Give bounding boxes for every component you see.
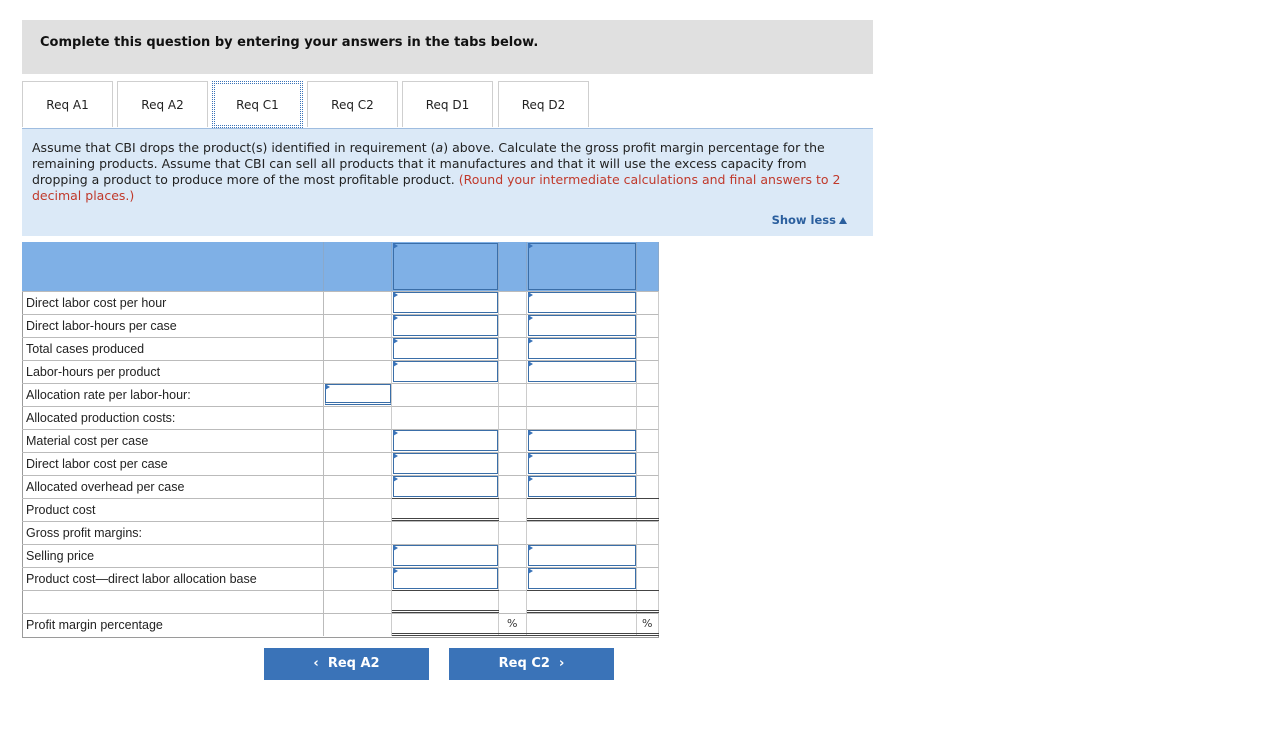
table-cell	[324, 291, 392, 314]
table-cell	[324, 360, 392, 383]
table-cell	[637, 337, 659, 360]
table-cell	[324, 567, 392, 590]
prev-button-label: Req A2	[327, 656, 380, 671]
input-marker-icon	[393, 315, 398, 321]
question-header	[22, 20, 873, 74]
chevron-left-icon: ‹	[313, 656, 319, 671]
tab-req-a1[interactable]: Req A1	[22, 81, 113, 127]
table-row-label: Gross profit margins:	[22, 521, 324, 544]
table-cell	[324, 452, 392, 475]
table-cell	[392, 521, 499, 544]
table-cell	[637, 452, 659, 475]
table-cell	[324, 544, 392, 567]
input-box[interactable]	[528, 361, 636, 382]
percent-symbol-col1: %	[507, 617, 518, 630]
tab-req-d2[interactable]: Req D2	[498, 81, 589, 127]
total-cell	[527, 498, 659, 521]
show-less-link[interactable]	[772, 213, 847, 227]
input-box[interactable]	[393, 430, 498, 451]
table-row-label: Total cases produced	[22, 337, 324, 360]
table-cell	[637, 314, 659, 337]
total-cell	[392, 590, 499, 613]
table-cell	[499, 590, 527, 613]
table-cell	[324, 337, 392, 360]
input-marker-icon	[528, 476, 533, 482]
table-row-label	[22, 590, 324, 613]
input-marker-icon	[393, 338, 398, 344]
input-marker-icon	[393, 243, 398, 249]
input-box[interactable]	[528, 292, 636, 313]
input-box[interactable]	[393, 476, 498, 497]
table-row-label: Direct labor cost per case	[22, 452, 324, 475]
input-marker-icon	[528, 292, 533, 298]
input-marker-icon	[528, 361, 533, 367]
allocation-rate-input[interactable]	[325, 384, 391, 405]
table-cell	[324, 498, 392, 521]
tab-req-d1[interactable]: Req D1	[402, 81, 493, 127]
rounding-note: (Round your intermediate calculations and final answers to 2 decimal places.)	[32, 172, 841, 203]
input-box[interactable]	[393, 453, 498, 474]
header-input-col1[interactable]	[393, 243, 498, 290]
table-cell	[324, 521, 392, 544]
table-cell	[637, 544, 659, 567]
input-box[interactable]	[393, 292, 498, 313]
input-box[interactable]	[393, 545, 498, 566]
table-row-label: Direct labor cost per hour	[22, 291, 324, 314]
table-row-label: Allocated production costs:	[22, 406, 324, 429]
table-cell	[392, 406, 499, 429]
input-box[interactable]	[528, 545, 636, 566]
table-cell	[324, 590, 392, 613]
table-cell	[499, 521, 527, 544]
input-marker-icon	[393, 292, 398, 298]
table-cell	[637, 521, 659, 544]
table-header-cell	[22, 242, 324, 291]
input-box[interactable]	[528, 476, 636, 497]
table-cell	[527, 406, 637, 429]
input-marker-icon	[528, 315, 533, 321]
input-marker-icon	[528, 568, 533, 574]
instructions-text	[32, 140, 852, 204]
triangle-up-icon	[839, 217, 847, 224]
table-row-label: Product cost	[22, 498, 324, 521]
table-cell	[637, 429, 659, 452]
table-cell	[324, 613, 392, 636]
table-cell	[637, 567, 659, 590]
input-marker-icon	[393, 476, 398, 482]
table-cell	[527, 383, 637, 406]
double-underline	[527, 633, 659, 636]
requirement-tabs	[22, 81, 873, 129]
double-underline	[392, 633, 527, 636]
table-cell	[499, 567, 527, 590]
total-cell	[392, 498, 499, 521]
input-box[interactable]	[393, 338, 498, 359]
table-cell	[324, 429, 392, 452]
table-cell	[499, 498, 527, 521]
table-cell	[637, 406, 659, 429]
next-button-label: Req C2	[498, 656, 550, 671]
table-cell	[499, 475, 527, 498]
table-header-cell	[324, 242, 392, 291]
input-box[interactable]	[393, 361, 498, 382]
table-cell	[499, 360, 527, 383]
table-row-label: Profit margin percentage	[22, 613, 324, 636]
tab-req-a2[interactable]: Req A2	[117, 81, 208, 127]
input-marker-icon	[393, 453, 398, 459]
next-button[interactable]	[449, 648, 614, 680]
input-box[interactable]	[393, 568, 498, 589]
input-marker-icon	[528, 545, 533, 551]
tab-req-c2[interactable]: Req C2	[307, 81, 398, 127]
input-box[interactable]	[528, 453, 636, 474]
table-cell	[499, 291, 527, 314]
table-cell	[637, 475, 659, 498]
table-cell	[392, 383, 499, 406]
input-marker-icon	[393, 361, 398, 367]
table-cell	[324, 314, 392, 337]
total-cell	[527, 590, 659, 613]
input-marker-icon	[393, 568, 398, 574]
table-cell	[499, 314, 527, 337]
table-row-label: Direct labor-hours per case	[22, 314, 324, 337]
header-input-col2[interactable]	[528, 243, 636, 290]
table-header-cell	[637, 242, 659, 291]
table-cell	[527, 521, 637, 544]
tab-req-c1[interactable]: Req C1	[212, 81, 303, 128]
instructions-panel	[22, 129, 873, 236]
chevron-right-icon: ›	[558, 656, 565, 671]
table-row-label: Selling price	[22, 544, 324, 567]
input-marker-icon	[528, 453, 533, 459]
table-cell	[499, 406, 527, 429]
input-box[interactable]	[528, 430, 636, 451]
table-cell	[637, 383, 659, 406]
input-marker-icon	[528, 338, 533, 344]
show-less-label: Show less	[771, 213, 836, 227]
input-marker-icon	[528, 243, 533, 249]
table-cell	[637, 291, 659, 314]
table-cell	[499, 544, 527, 567]
prev-button[interactable]	[264, 648, 429, 680]
instructions-italic-a: a	[435, 140, 444, 155]
table-header-cell	[499, 242, 527, 291]
table-row-label: Labor-hours per product	[22, 360, 324, 383]
input-box[interactable]	[528, 315, 636, 336]
table-cell	[637, 360, 659, 383]
table-cell	[499, 383, 527, 406]
input-marker-icon	[325, 384, 330, 390]
table-cell	[499, 337, 527, 360]
question-title: Complete this question by entering your answers in the tabs below.	[40, 35, 539, 50]
table-cell	[499, 452, 527, 475]
answer-table	[22, 242, 659, 638]
table-row-label: Allocated overhead per case	[22, 475, 324, 498]
table-row-label: Product cost—direct labor allocation base	[22, 567, 324, 590]
table-cell	[324, 475, 392, 498]
input-box[interactable]	[528, 338, 636, 359]
instructions-part1: Assume that CBI drops the product(s) identified in requirement (	[32, 140, 436, 155]
percent-symbol-col2: %	[642, 617, 653, 630]
input-marker-icon	[393, 430, 398, 436]
table-cell	[499, 429, 527, 452]
input-marker-icon	[528, 430, 533, 436]
input-marker-icon	[393, 545, 398, 551]
table-row-label: Allocation rate per labor-hour:	[22, 383, 324, 406]
input-box[interactable]	[528, 568, 636, 589]
table-row-label: Material cost per case	[22, 429, 324, 452]
input-box[interactable]	[393, 315, 498, 336]
instructions-part2: ) above. Calculate the gross profit margin percentage for the remaining products. Assume that CBI can sell all products that it manufactures and that it will use the excess capacity from dropping a product to produce more of the most profitable product.	[32, 140, 825, 187]
table-cell	[324, 406, 392, 429]
